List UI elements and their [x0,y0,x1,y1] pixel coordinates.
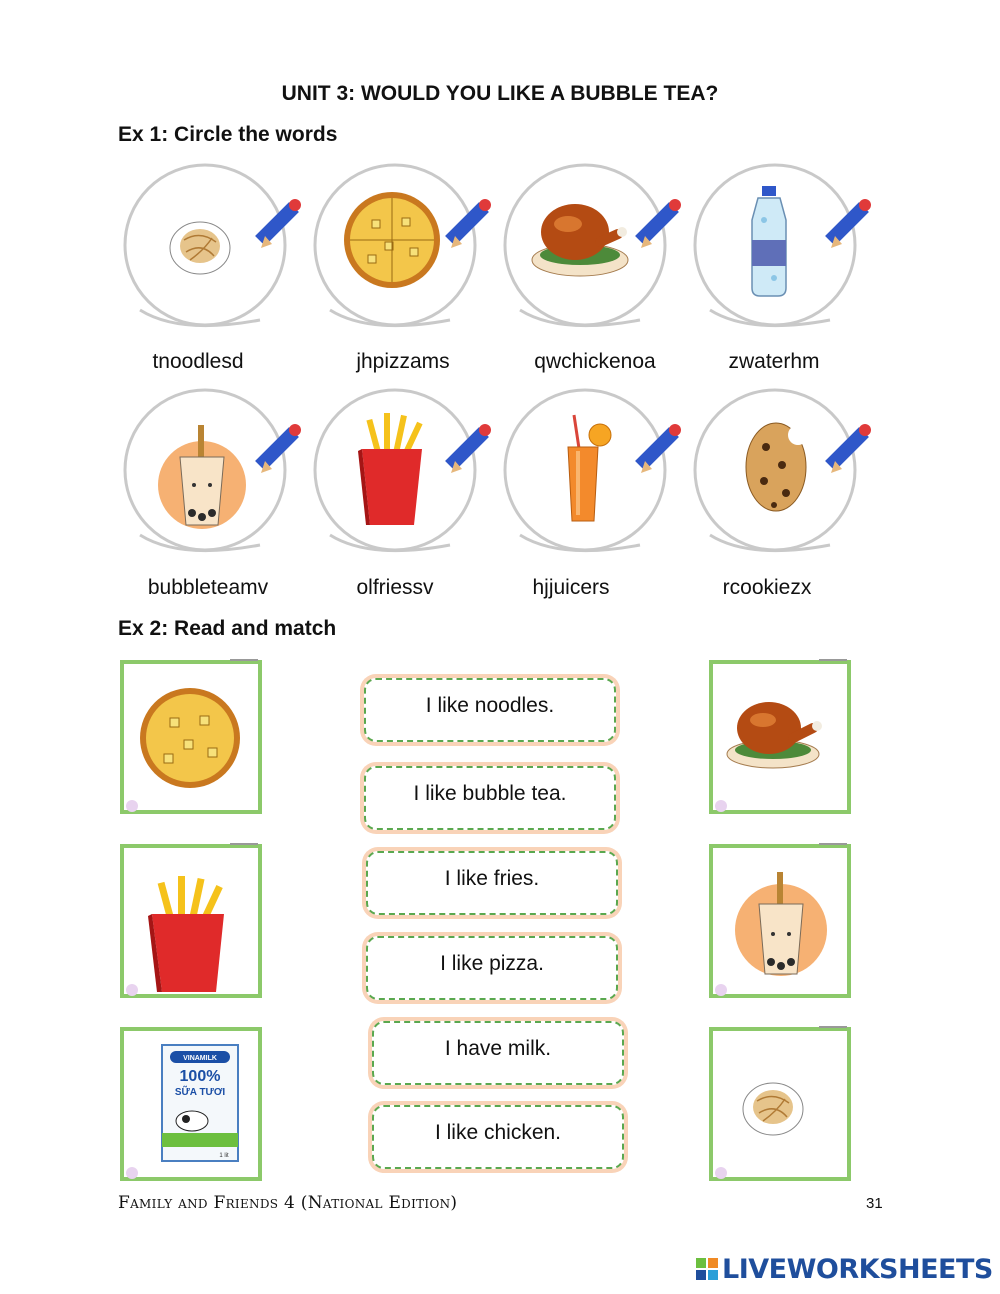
letter-string[interactable]: rcookiezx [722,576,812,599]
milk-carton-icon [162,1045,238,1161]
juice-icon [568,415,611,521]
match-card-milk[interactable] [120,1025,262,1183]
liveworksheets-logo-icon [696,1258,718,1280]
liveworksheets-logo [696,1252,993,1286]
pencil-icon [445,424,491,473]
plate-water [690,160,880,350]
plate-bubble-tea [120,385,310,575]
plate-juice [500,385,690,575]
flower-icon [126,984,138,996]
milk-product-text: SỮA TƯƠI [174,1087,226,1098]
plate-pizza [310,160,500,350]
letter-string[interactable]: bubbleteamv [147,576,269,599]
fries-icon [358,413,423,525]
flower-icon [715,1167,727,1179]
water-bottle-icon [752,186,786,296]
plate-chicken [500,160,690,350]
pencil-icon [255,424,301,473]
book-title-footer: Family and Friends 4 (National Edition) [118,1193,458,1213]
pencil-icon [255,199,301,248]
flower-icon [715,800,727,812]
letter-string[interactable]: tnoodlesd [152,350,244,373]
pencil-icon [635,424,681,473]
ex2-heading: Ex 2: Read and match [118,617,337,640]
sentence-box-chicken[interactable]: I like chicken. [372,1105,624,1169]
sentence-box-noodles[interactable]: I like noodles. [364,678,616,742]
milk-brand-text: VINAMILK [183,1055,217,1062]
pizza-icon [344,192,440,288]
pencil-icon [445,199,491,248]
sentence-box-fries[interactable]: I like fries. [366,851,618,915]
noodles-icon [170,222,230,274]
plate-noodles [120,160,310,350]
pizza-icon [140,688,240,788]
chicken-icon [532,204,628,276]
pencil-icon [825,424,871,473]
letter-string[interactable]: hjjuicers [532,576,610,599]
page-number: 31 [866,1195,883,1212]
match-card-chicken[interactable] [709,658,851,816]
letter-string[interactable]: olfriessv [356,576,434,599]
match-card-fries[interactable] [120,842,262,1000]
letter-string[interactable]: zwaterhm [728,350,820,373]
ex1-heading: Ex 1: Circle the words [118,123,338,146]
sentence-box-milk[interactable]: I have milk. [372,1021,624,1085]
brand-name: LIVEWORKSHEETS [722,1253,993,1285]
milk-percent-text: 100% [179,1068,221,1085]
noodles-icon [743,1083,803,1135]
bubble-tea-icon [158,425,246,529]
pencil-icon [635,199,681,248]
cookie-icon [746,423,808,511]
plate-cookie [690,385,880,575]
sentence-box-pizza[interactable]: I like pizza. [366,936,618,1000]
letter-string[interactable]: qwchickenoa [534,350,656,373]
sentence-box-bubble-tea[interactable]: I like bubble tea. [364,766,616,830]
match-card-pizza[interactable] [120,658,262,816]
pencil-icon [825,199,871,248]
flower-icon [126,1167,138,1179]
letter-string[interactable]: jhpizzams [356,350,450,373]
match-card-noodles[interactable] [709,1025,851,1183]
flower-icon [715,984,727,996]
plate-fries [310,385,500,575]
match-card-bubble-tea[interactable] [709,842,851,1000]
flower-icon [126,800,138,812]
page-title: UNIT 3: WOULD YOU LIKE A BUBBLE TEA? [281,82,719,105]
milk-size-text: 1 lit [219,1153,229,1159]
